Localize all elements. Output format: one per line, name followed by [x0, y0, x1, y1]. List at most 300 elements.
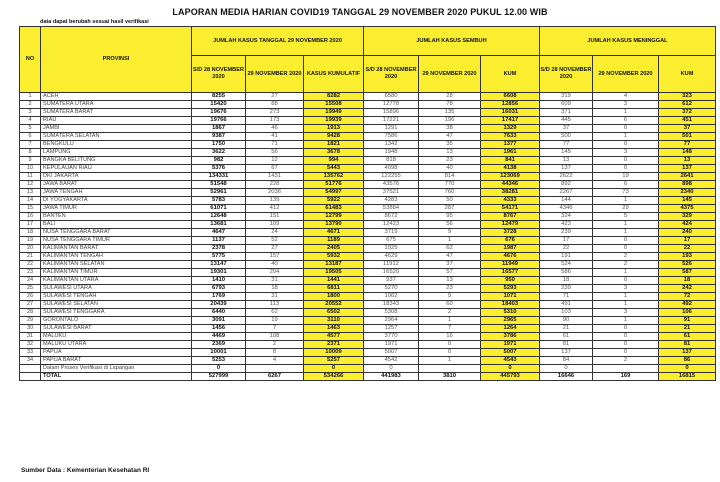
table-row [20, 301, 716, 309]
cell-meninggal-kum: 323 [659, 93, 716, 101]
cell-no: 30 [20, 325, 41, 333]
cell-no: 1 [20, 93, 41, 101]
cell-meninggal-29: 1 [593, 269, 659, 277]
cell-kasus-sd: 15420 [192, 101, 246, 109]
table-row [20, 253, 716, 261]
cell-provinsi: KALIMANTAN TIMUR [41, 269, 192, 277]
cell-no: 3 [20, 109, 41, 117]
cell-no [20, 365, 41, 373]
cell-kasus-kumulatif: 6502 [304, 309, 364, 317]
cell-meninggal-sd: 61 [540, 333, 593, 341]
cell-kasus-kumulatif: 19939 [304, 117, 364, 125]
cell-sembuh-kum: 12856 [481, 101, 540, 109]
table-body [20, 93, 716, 381]
cell-meninggal-kum: 18 [659, 277, 716, 285]
cell-provinsi: NUSA TENGGARA TIMUR [41, 237, 192, 245]
cell-provinsi: KALIMANTAN TENGAH [41, 253, 192, 261]
cell-no: 23 [20, 269, 41, 277]
cell-kasus-29: 204 [246, 269, 304, 277]
cell-meninggal-29: 0 [593, 341, 659, 349]
cell-sembuh-sd: 6580 [364, 93, 419, 101]
cell-kasus-sd: 1867 [192, 125, 246, 133]
cell-meninggal-sd: 71 [540, 293, 593, 301]
cell-kasus-kumulatif: 1189 [304, 237, 364, 245]
cell-meninggal-kum: 612 [659, 101, 716, 109]
cell-meninggal-kum: 526 [659, 261, 716, 269]
cell-kasus-sd: 527999 [192, 373, 246, 381]
cell-provinsi: SULAWESI SELATAN [41, 301, 192, 309]
cell-meninggal-29: 19 [593, 173, 659, 181]
cell-sembuh-kum: 54171 [481, 205, 540, 213]
cell-kasus-kumulatif: 5443 [304, 165, 364, 173]
cell-no: 16 [20, 213, 41, 221]
cell-sembuh-sd: 53884 [364, 205, 419, 213]
cell-meninggal-sd: 500 [540, 133, 593, 141]
cell-meninggal-kum: 4375 [659, 205, 716, 213]
cell-kasus-sd: 6793 [192, 285, 246, 293]
cell-meninggal-29: 5 [593, 213, 659, 221]
cell-meninggal-sd: 191 [540, 253, 593, 261]
cell-sembuh-kum: 0 [481, 365, 540, 373]
cell-kasus-sd: 982 [192, 157, 246, 165]
header-sembuh-29: 29 NOVEMBER 2020 [419, 56, 481, 93]
cell-kasus-29: 113 [246, 301, 304, 309]
cell-meninggal-sd: 137 [540, 165, 593, 173]
cell-sembuh-29: 7 [419, 325, 481, 333]
cell-sembuh-kum: 1961 [481, 149, 540, 157]
cell-no: 32 [20, 341, 41, 349]
cell-meninggal-kum: 16815 [659, 373, 716, 381]
cell-sembuh-kum: 12479 [481, 221, 540, 229]
cell-kasus-kumulatif: 2371 [304, 341, 364, 349]
cell-sembuh-29: 1 [419, 237, 481, 245]
cell-meninggal-29: 6 [593, 117, 659, 125]
cell-kasus-sd: 3622 [192, 149, 246, 157]
cell-meninggal-kum: 21 [659, 325, 716, 333]
cell-kasus-29: 2 [246, 341, 304, 349]
cell-meninggal-sd: 609 [540, 101, 593, 109]
table-row [20, 125, 716, 133]
cell-meninggal-sd: 81 [540, 341, 593, 349]
cell-kasus-29: 228 [246, 181, 304, 189]
cell-no: 34 [20, 357, 41, 365]
cell-sembuh-kum: 1329 [481, 125, 540, 133]
cell-meninggal-29: 3 [593, 149, 659, 157]
table-row [20, 173, 716, 181]
cell-sembuh-sd: 441983 [364, 373, 419, 381]
cell-meninggal-kum: 898 [659, 181, 716, 189]
cell-kasus-sd: 3091 [192, 317, 246, 325]
cell-no: 18 [20, 229, 41, 237]
cell-kasus-sd: 19676 [192, 109, 246, 117]
cell-meninggal-sd: 4346 [540, 205, 593, 213]
cell-meninggal-kum: 137 [659, 349, 716, 357]
cell-meninggal-kum: 106 [659, 309, 716, 317]
cell-kasus-29: 41 [246, 133, 304, 141]
cell-kasus-kumulatif: 13790 [304, 221, 364, 229]
cell-meninggal-29: 1 [593, 221, 659, 229]
cell-sembuh-sd: 1257 [364, 325, 419, 333]
cell-sembuh-29: 50 [419, 197, 481, 205]
cell-meninggal-29: 1 [593, 301, 659, 309]
cell-kasus-sd: 2378 [192, 245, 246, 253]
cell-kasus-kumulatif: 994 [304, 157, 364, 165]
cell-provinsi: MALUKU [41, 333, 192, 341]
cell-sembuh-29: 0 [419, 349, 481, 357]
cell-sembuh-29: 23 [419, 157, 481, 165]
cell-kasus-29: 157 [246, 253, 304, 261]
cell-no: 28 [20, 309, 41, 317]
verification-note: data dapat berubah sesuai hasil verifikasi [40, 19, 149, 25]
cell-kasus-kumulatif: 4577 [304, 333, 364, 341]
cell-meninggal-kum: 587 [659, 269, 716, 277]
cell-kasus-kumulatif: 5922 [304, 197, 364, 205]
cell-meninggal-kum: 145 [659, 197, 716, 205]
cell-meninggal-kum: 0 [659, 365, 716, 373]
cell-sembuh-sd: 5308 [364, 309, 419, 317]
cell-kasus-29: 46 [246, 125, 304, 133]
cell-kasus-kumulatif: 54997 [304, 189, 364, 197]
cell-meninggal-29: 2 [593, 261, 659, 269]
cell-provinsi: DKI JAKARTA [41, 173, 192, 181]
cell-kasus-kumulatif: 20552 [304, 301, 364, 309]
header-group-meninggal: JUMLAH KASUS MENINGGAL [540, 27, 716, 56]
cell-meninggal-kum: 2641 [659, 173, 716, 181]
cell-no: 27 [20, 301, 41, 309]
cell-kasus-sd: 52961 [192, 189, 246, 197]
cell-kasus-sd: 5775 [192, 253, 246, 261]
table-row [20, 157, 716, 165]
cell-kasus-kumulatif: 534266 [304, 373, 364, 381]
cell-meninggal-29: 169 [593, 373, 659, 381]
cell-meninggal-sd: 445 [540, 117, 593, 125]
cell-sembuh-sd: 16520 [364, 269, 419, 277]
cell-no: 15 [20, 205, 41, 213]
cell-sembuh-kum: 8767 [481, 213, 540, 221]
cell-kasus-29: 7 [246, 325, 304, 333]
cell-kasus-29: 62 [246, 309, 304, 317]
cell-meninggal-sd: 586 [540, 269, 593, 277]
cell-kasus-29: 18 [246, 285, 304, 293]
cell-kasus-29: 6267 [246, 373, 304, 381]
cell-provinsi: JAWA TIMUR [41, 205, 192, 213]
table-row [20, 213, 716, 221]
cell-meninggal-29: 3 [593, 285, 659, 293]
cell-sembuh-sd: 4629 [364, 253, 419, 261]
cell-meninggal-29: 1 [593, 133, 659, 141]
cell-kasus-sd: 0 [192, 365, 246, 373]
table-row [20, 293, 716, 301]
cell-sembuh-29: 40 [419, 165, 481, 173]
cell-sembuh-kum: 3786 [481, 333, 540, 341]
cell-kasus-sd: 4469 [192, 333, 246, 341]
cell-meninggal-sd: 137 [540, 349, 593, 357]
cell-meninggal-29: 2 [593, 253, 659, 261]
cell-provinsi: JAWA TENGAH [41, 189, 192, 197]
cell-sembuh-kum: 445793 [481, 373, 540, 381]
cell-sembuh-sd: 15896 [364, 109, 419, 117]
header-group-sembuh: JUMLAH KASUS SEMBUH [364, 27, 540, 56]
cell-no: 4 [20, 117, 41, 125]
cell-kasus-29 [246, 365, 304, 373]
cell-provinsi: TOTAL [41, 373, 192, 381]
cell-sembuh-kum: 7633 [481, 133, 540, 141]
cell-sembuh-29: 78 [419, 101, 481, 109]
cell-meninggal-sd: 90 [540, 317, 593, 325]
cell-no: 33 [20, 349, 41, 357]
cell-no: 26 [20, 293, 41, 301]
cell-kasus-kumulatif: 12799 [304, 213, 364, 221]
table-row [20, 117, 716, 125]
cell-no: 19 [20, 237, 41, 245]
covid-report-table [19, 26, 716, 381]
cell-meninggal-sd: 319 [540, 93, 593, 101]
cell-kasus-29: 31 [246, 277, 304, 285]
cell-kasus-kumulatif: 8282 [304, 93, 364, 101]
cell-sembuh-29: 196 [419, 117, 481, 125]
cell-kasus-sd: 10001 [192, 349, 246, 357]
cell-no: 31 [20, 333, 41, 341]
cell-no: 24 [20, 277, 41, 285]
cell-kasus-sd: 12648 [192, 213, 246, 221]
cell-provinsi: DI YOGYAKARTA [41, 197, 192, 205]
cell-meninggal-kum: 17 [659, 237, 716, 245]
cell-meninggal-kum: 72 [659, 293, 716, 301]
cell-provinsi: GORONTALO [41, 317, 192, 325]
header-sembuh-sd: S/D 28 NOVEMBER 2020 [364, 56, 419, 93]
cell-meninggal-kum: 22 [659, 245, 716, 253]
cell-sembuh-sd: 43576 [364, 181, 419, 189]
cell-sembuh-29: 0 [419, 341, 481, 349]
cell-sembuh-29: 62 [419, 245, 481, 253]
cell-kasus-29: 1431 [246, 173, 304, 181]
cell-meninggal-sd: 491 [540, 301, 593, 309]
cell-sembuh-kum: 2965 [481, 317, 540, 325]
cell-provinsi: NUSA TENGGARA BARAT [41, 229, 192, 237]
cell-sembuh-29: 2 [419, 309, 481, 317]
cell-meninggal-29: 1 [593, 109, 659, 117]
cell-kasus-sd: 5253 [192, 357, 246, 365]
cell-provinsi: KALIMANTAN SELATAN [41, 261, 192, 269]
cell-provinsi: SULAWESI TENGAH [41, 293, 192, 301]
cell-meninggal-29: 6 [593, 181, 659, 189]
cell-kasus-sd: 1137 [192, 237, 246, 245]
cell-sembuh-29: 57 [419, 269, 481, 277]
cell-meninggal-sd: 17 [540, 237, 593, 245]
cell-meninggal-kum: 424 [659, 221, 716, 229]
cell-kasus-kumulatif: 1800 [304, 293, 364, 301]
cell-kasus-sd: 2369 [192, 341, 246, 349]
cell-sembuh-29: 47 [419, 253, 481, 261]
header-meninggal-sd: S/D 28 NOVEMBER 2020 [540, 56, 593, 93]
cell-kasus-sd: 9387 [192, 133, 246, 141]
cell-sembuh-sd: 8672 [364, 213, 419, 221]
cell-provinsi: Dalam Proses Verifikasi di Lapangan [41, 365, 192, 373]
cell-sembuh-sd: 1291 [364, 125, 419, 133]
table-row [20, 197, 716, 205]
cell-no: 13 [20, 189, 41, 197]
cell-sembuh-29: 16 [419, 333, 481, 341]
cell-sembuh-kum: 1264 [481, 325, 540, 333]
cell-kasus-sd: 4647 [192, 229, 246, 237]
cell-sembuh-kum: 18403 [481, 301, 540, 309]
cell-kasus-sd: 1750 [192, 141, 246, 149]
cell-kasus-kumulatif: 9428 [304, 133, 364, 141]
cell-sembuh-sd: 818 [364, 157, 419, 165]
cell-meninggal-sd: 524 [540, 261, 593, 269]
cell-meninggal-29: 1 [593, 197, 659, 205]
cell-kasus-29: 27 [246, 93, 304, 101]
cell-meninggal-kum: 13 [659, 157, 716, 165]
cell-provinsi: BALI [41, 221, 192, 229]
cell-provinsi: KALIMANTAN BARAT [41, 245, 192, 253]
cell-meninggal-kum: 451 [659, 117, 716, 125]
cell-sembuh-kum: 5007 [481, 349, 540, 357]
cell-meninggal-kum: 193 [659, 253, 716, 261]
cell-sembuh-sd: 1925 [364, 245, 419, 253]
cell-meninggal-kum: 37 [659, 125, 716, 133]
header-kasus-kumulatif: KASUS KUMULATIF [304, 56, 364, 93]
cell-sembuh-kum: 4333 [481, 197, 540, 205]
table-row [20, 149, 716, 157]
cell-kasus-29: 273 [246, 109, 304, 117]
cell-sembuh-sd: 5007 [364, 349, 419, 357]
cell-kasus-29: 412 [246, 205, 304, 213]
cell-no: 6 [20, 133, 41, 141]
cell-sembuh-sd: 4098 [364, 165, 419, 173]
table-row [20, 349, 716, 357]
cell-meninggal-sd: 16646 [540, 373, 593, 381]
cell-kasus-sd: 1456 [192, 325, 246, 333]
header-group-kasus: JUMLAH KASUS TANGGAL 29 NOVEMBER 2020 [192, 27, 364, 56]
cell-provinsi: PAPUA BARAT [41, 357, 192, 365]
cell-meninggal-29: 73 [593, 189, 659, 197]
cell-meninggal-sd: 423 [540, 221, 593, 229]
cell-sembuh-29: 770 [419, 181, 481, 189]
cell-no: 25 [20, 285, 41, 293]
cell-kasus-kumulatif: 2405 [304, 245, 364, 253]
cell-kasus-kumulatif: 0 [304, 365, 364, 373]
cell-provinsi: SULAWESI TENGGARA [41, 309, 192, 317]
cell-provinsi: SULAWESI BARAT [41, 325, 192, 333]
header-sembuh-kum: KUM [481, 56, 540, 93]
cell-provinsi: RIAU [41, 117, 192, 125]
cell-no: 17 [20, 221, 41, 229]
cell-meninggal-sd: 22 [540, 245, 593, 253]
cell-meninggal-29: 0 [593, 141, 659, 149]
cell-kasus-kumulatif: 61483 [304, 205, 364, 213]
cell-no: 8 [20, 149, 41, 157]
cell-kasus-29: 52 [246, 237, 304, 245]
cell-sembuh-sd: 3719 [364, 229, 419, 237]
cell-sembuh-kum: 5310 [481, 309, 540, 317]
cell-provinsi: MALUKU UTARA [41, 341, 192, 349]
cell-meninggal-sd: 892 [540, 181, 593, 189]
cell-kasus-sd: 8255 [192, 93, 246, 101]
table-row [20, 189, 716, 197]
cell-sembuh-kum: 4676 [481, 253, 540, 261]
cell-kasus-29: 31 [246, 293, 304, 301]
cell-sembuh-sd: 12423 [364, 221, 419, 229]
cell-sembuh-29: 47 [419, 133, 481, 141]
cell-meninggal-29: 0 [593, 333, 659, 341]
cell-meninggal-sd: 145 [540, 149, 593, 157]
cell-sembuh-sd: 1342 [364, 141, 419, 149]
cell-kasus-29: 139 [246, 197, 304, 205]
cell-kasus-29: 173 [246, 117, 304, 125]
cell-provinsi: SULAWESI UTARA [41, 285, 192, 293]
cell-kasus-sd: 61071 [192, 205, 246, 213]
cell-provinsi: SUMATERA UTARA [41, 101, 192, 109]
cell-sembuh-sd: 17221 [364, 117, 419, 125]
table-row [20, 141, 716, 149]
table-row [20, 245, 716, 253]
cell-sembuh-kum: 44346 [481, 181, 540, 189]
cell-kasus-29: 71 [246, 141, 304, 149]
cell-meninggal-kum: 77 [659, 141, 716, 149]
cell-sembuh-kum: 4138 [481, 165, 540, 173]
cell-meninggal-sd: 0 [540, 365, 593, 373]
cell-kasus-kumulatif: 6811 [304, 285, 364, 293]
table-row [20, 269, 716, 277]
header-provinsi: PROVINSI [41, 27, 192, 93]
cell-meninggal-sd: 18 [540, 277, 593, 285]
cell-meninggal-sd: 144 [540, 197, 593, 205]
cell-meninggal-sd: 2267 [540, 189, 593, 197]
table-row [20, 93, 716, 101]
cell-no: 21 [20, 253, 41, 261]
cell-no: 29 [20, 317, 41, 325]
cell-meninggal-29: 1 [593, 229, 659, 237]
cell-no: 5 [20, 125, 41, 133]
cell-provinsi: SUMATERA SELATAN [41, 133, 192, 141]
cell-sembuh-kum: 11949 [481, 261, 540, 269]
cell-sembuh-kum: 3728 [481, 229, 540, 237]
cell-kasus-29: 88 [246, 101, 304, 109]
cell-meninggal-kum: 91 [659, 317, 716, 325]
header-kasus-sd: S/D 28 NOVEMBER 2020 [192, 56, 246, 93]
cell-meninggal-kum: 492 [659, 301, 716, 309]
cell-meninggal-sd: 84 [540, 357, 593, 365]
cell-kasus-29: 151 [246, 213, 304, 221]
cell-kasus-kumulatif: 1441 [304, 277, 364, 285]
cell-sembuh-29: 95 [419, 213, 481, 221]
cell-meninggal-sd: 371 [540, 109, 593, 117]
cell-no: 7 [20, 141, 41, 149]
cell-meninggal-sd: 13 [540, 157, 593, 165]
cell-meninggal-sd: 37 [540, 125, 593, 133]
table-row [20, 261, 716, 269]
table-row [20, 109, 716, 117]
cell-provinsi: BANTEN [41, 213, 192, 221]
cell-sembuh-sd: 37521 [364, 189, 419, 197]
cell-meninggal-29: 0 [593, 245, 659, 253]
cell-meninggal-sd: 77 [540, 141, 593, 149]
cell-sembuh-sd: 122255 [364, 173, 419, 181]
cell-kasus-sd: 134331 [192, 173, 246, 181]
cell-provinsi: JAWA BARAT [41, 181, 192, 189]
cell-sembuh-29: 37 [419, 261, 481, 269]
table-row [20, 365, 716, 373]
cell-provinsi: JAMBI [41, 125, 192, 133]
cell-sembuh-kum: 16577 [481, 269, 540, 277]
cell-meninggal-29: 0 [593, 125, 659, 133]
cell-kasus-29: 67 [246, 165, 304, 173]
cell-kasus-kumulatif: 1821 [304, 141, 364, 149]
table-row [20, 237, 716, 245]
cell-no: 14 [20, 197, 41, 205]
cell-sembuh-sd: 4542 [364, 357, 419, 365]
